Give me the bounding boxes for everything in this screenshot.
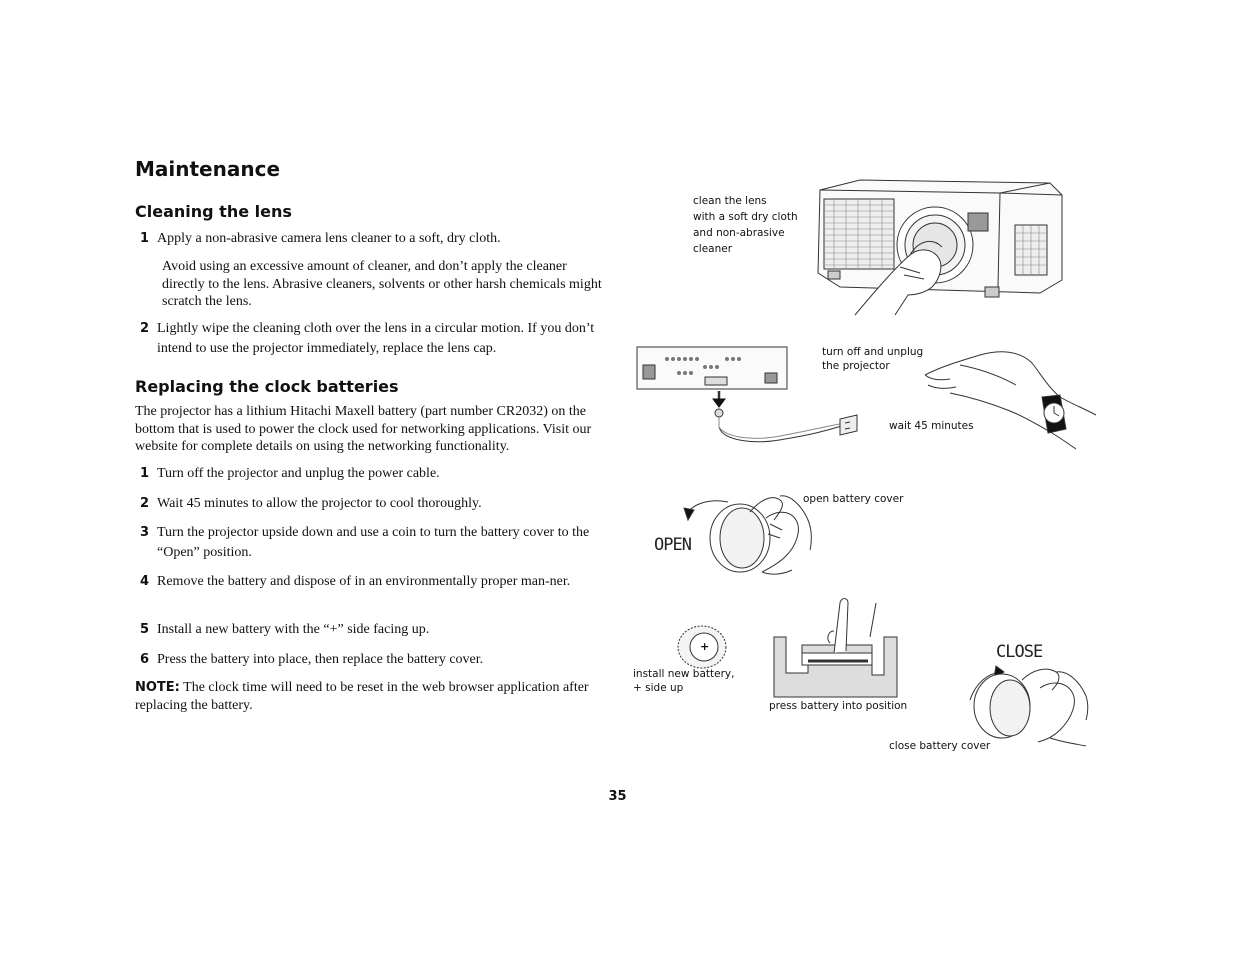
step-text: Apply a non-abrasive camera lens cleaner to a soft, dry cloth. <box>157 231 501 246</box>
step-number: 3 <box>140 525 150 540</box>
step-text: Turn the projector upside down and use a coin to turn the battery cover to the “Open” position. <box>157 525 590 560</box>
caption-close-cover: close battery cover <box>889 740 991 752</box>
note-label: NOTE: <box>135 680 180 695</box>
battery-step-6 <box>140 650 605 670</box>
step-number: 1 <box>140 231 150 246</box>
page-title: Maintenance <box>135 157 281 181</box>
step-number: 2 <box>140 321 150 336</box>
note-paragraph <box>135 679 605 714</box>
caption-press: press battery into position <box>769 700 908 712</box>
cleaning-step-2 <box>140 319 605 359</box>
hand-watch-illustration <box>920 345 1100 455</box>
step-number: 2 <box>140 496 150 511</box>
caption-turn-off: turn off and unplug the projector <box>822 346 924 372</box>
step-number: 6 <box>140 652 150 667</box>
battery-step-4 <box>140 572 605 592</box>
battery-step-3 <box>140 523 605 563</box>
step-text: Press the battery into place, then replace the battery cover. <box>157 652 484 667</box>
cleaning-step-1 <box>140 229 605 249</box>
battery-step-5 <box>140 620 605 640</box>
note-text: The clock time will need to be reset in the web browser application after replacing the battery. <box>135 680 589 713</box>
projector-cleaning-illustration <box>800 175 1070 320</box>
press-battery-illustration <box>772 595 902 700</box>
caption-install: install new battery, + side up <box>633 668 735 694</box>
step-text: Turn off the projector and unplug the power cable. <box>157 466 440 481</box>
step-text: Remove the battery and dispose of in an environmentally proper man-ner. <box>157 574 571 589</box>
step-number: 1 <box>140 466 150 481</box>
caption-clean-lens: clean the lens with a soft dry cloth and non-abrasive cleaner <box>693 195 798 255</box>
step-number: 5 <box>140 622 150 637</box>
step-text: Wait 45 minutes to allow the projector to cool thoroughly. <box>157 496 482 511</box>
close-cover-illustration <box>960 660 1100 750</box>
cleaning-note: Avoid using an excessive amount of cleaner, and don’t apply the cleaner directly to the lens. Abrasive cleaners, solvents or other harsh chemicals might scratch the lens. <box>162 259 602 309</box>
battery-step-2 <box>140 494 605 514</box>
caption-wait: wait 45 minutes <box>889 420 974 432</box>
close-label: CLOSE <box>996 642 1043 662</box>
caption-open-cover: open battery cover <box>803 493 904 505</box>
step-text: Install a new battery with the “+” side facing up. <box>157 622 430 637</box>
step-number: 4 <box>140 574 150 589</box>
section-heading-cleaning: Cleaning the lens <box>135 202 292 221</box>
section-heading-batteries: Replacing the clock batteries <box>135 377 399 396</box>
page-number: 35 <box>608 789 627 804</box>
battery-step-1 <box>140 464 605 484</box>
batteries-intro: The projector has a lithium Hitachi Maxell battery (part number CR2032) on the bottom that is used to power the clock used for networking applications. Visit our website for complete details on using the networking functionality. <box>135 404 592 454</box>
open-label: OPEN <box>654 535 691 555</box>
step-text: Lightly wipe the cleaning cloth over the lens in a circular motion. If you don’t intend to use the projector immediately, replace the lens cap. <box>157 321 595 356</box>
plus-sign: + <box>700 640 710 653</box>
